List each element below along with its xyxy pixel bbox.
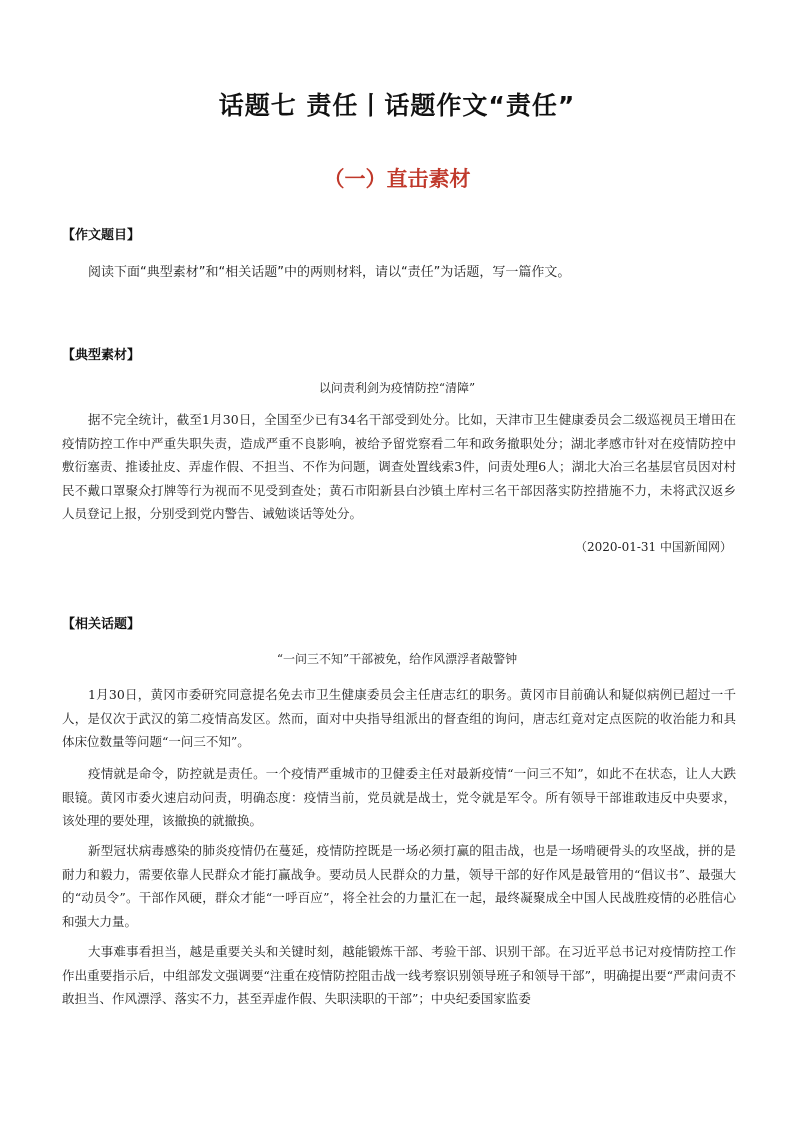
material-heading: 以问责利剑为疫情防控“清障” [318, 381, 476, 395]
page-title: 话题七 责任丨话题作文“责任” [218, 91, 576, 120]
topic-paragraph-1: 1月30日，黄冈市委研究同意提名免去市卫生健康委员会主任唐志红的职务。黄冈市目前确认和疑似病例已超过一千人，是仅次于武汉的第二疫情高发区。然而，面对中央指导组派出的督查组的询问，唐志红竟对定点医院的收治能力和具体床位数量等问题“一问三不知”。 [62, 687, 736, 749]
prompt-label: 【作文题目】 [62, 228, 141, 243]
topic-paragraph-4: 大事难事看担当，越是重要关头和关键时刻，越能锻炼干部、考验干部、识别干部。在习近平总书记对疫情防控工作作出重要指示后，中组部发文强调要“注重在疫情防控阻击战一线考察识别领导班子和领导干部”，明确提出要“严肃问责不敢担当、作风漂浮、落实不力，甚至弄虚作假、失职渎职的干部”；中央纪委国家监委 [62, 944, 736, 1006]
material-source: （2020-01-31 中国新闻网） [574, 540, 732, 554]
material-text: 据不完全统计，截至1月30日，全国至少已有34名干部受到处分。比如，天津市卫生健康委员会二级巡视员王增田在疫情防控工作中严重失职失责，造成严重不良影响，被给予留党察看二年和政务撤职处分；湖北孝感市针对在疫情防控中敷衍塞责、推诿扯皮、弄虚作假、不担当、不作为问题，调查处置线索3件，问责处理6人；湖北大冶三名基层官员因对村民不戴口罩聚众打牌等行为视而不见受到查处；黄石市阳新县白沙镇土库村三名干部因落实防控措施不力，未将武汉返乡人员登记上报，分别受到党内警告、诫勉谈话等处分。 [62, 412, 736, 521]
topic-paragraph-2: 疫情就是命令，防控就是责任。一个疫情严重城市的卫健委主任对最新疫情“一问三不知”，如此不在状态，让人大跌眼镜。黄冈市委火速启动问责，明确态度：疫情当前，党员就是战士，党令就是军令。所有领导干部谁敢违反中央要求，该处理的要处理，该撤换的就撤换。 [62, 766, 736, 828]
topic-paragraph-3: 新型冠状病毒感染的肺炎疫情仍在蔓延，疫情防控既是一场必须打赢的阻击战，也是一场啃硬骨头的攻坚战，拼的是耐力和毅力，需要依靠人民群众才能打赢战争。要动员人民群众的力量，领导干部的好作风是最管用的“倡议书”、最强大的“动员令”。干部作风硬，群众才能“一呼百应”，将全社会的力量汇在一起，最终凝聚成全中国人民战胜疫情的必胜信心和强大力量。 [62, 843, 736, 929]
topic-label: 【相关话题】 [62, 617, 141, 632]
material-label: 【典型素材】 [62, 348, 141, 363]
prompt-text: 阅读下面“典型素材”和“相关话题”中的两则材料，请以“责任”为话题，写一篇作文。 [88, 265, 571, 280]
section-subtitle: （一）直击素材 [323, 167, 471, 191]
topic-heading: “一问三不知”干部被免，给作风漂浮者敲警钟 [276, 652, 518, 666]
